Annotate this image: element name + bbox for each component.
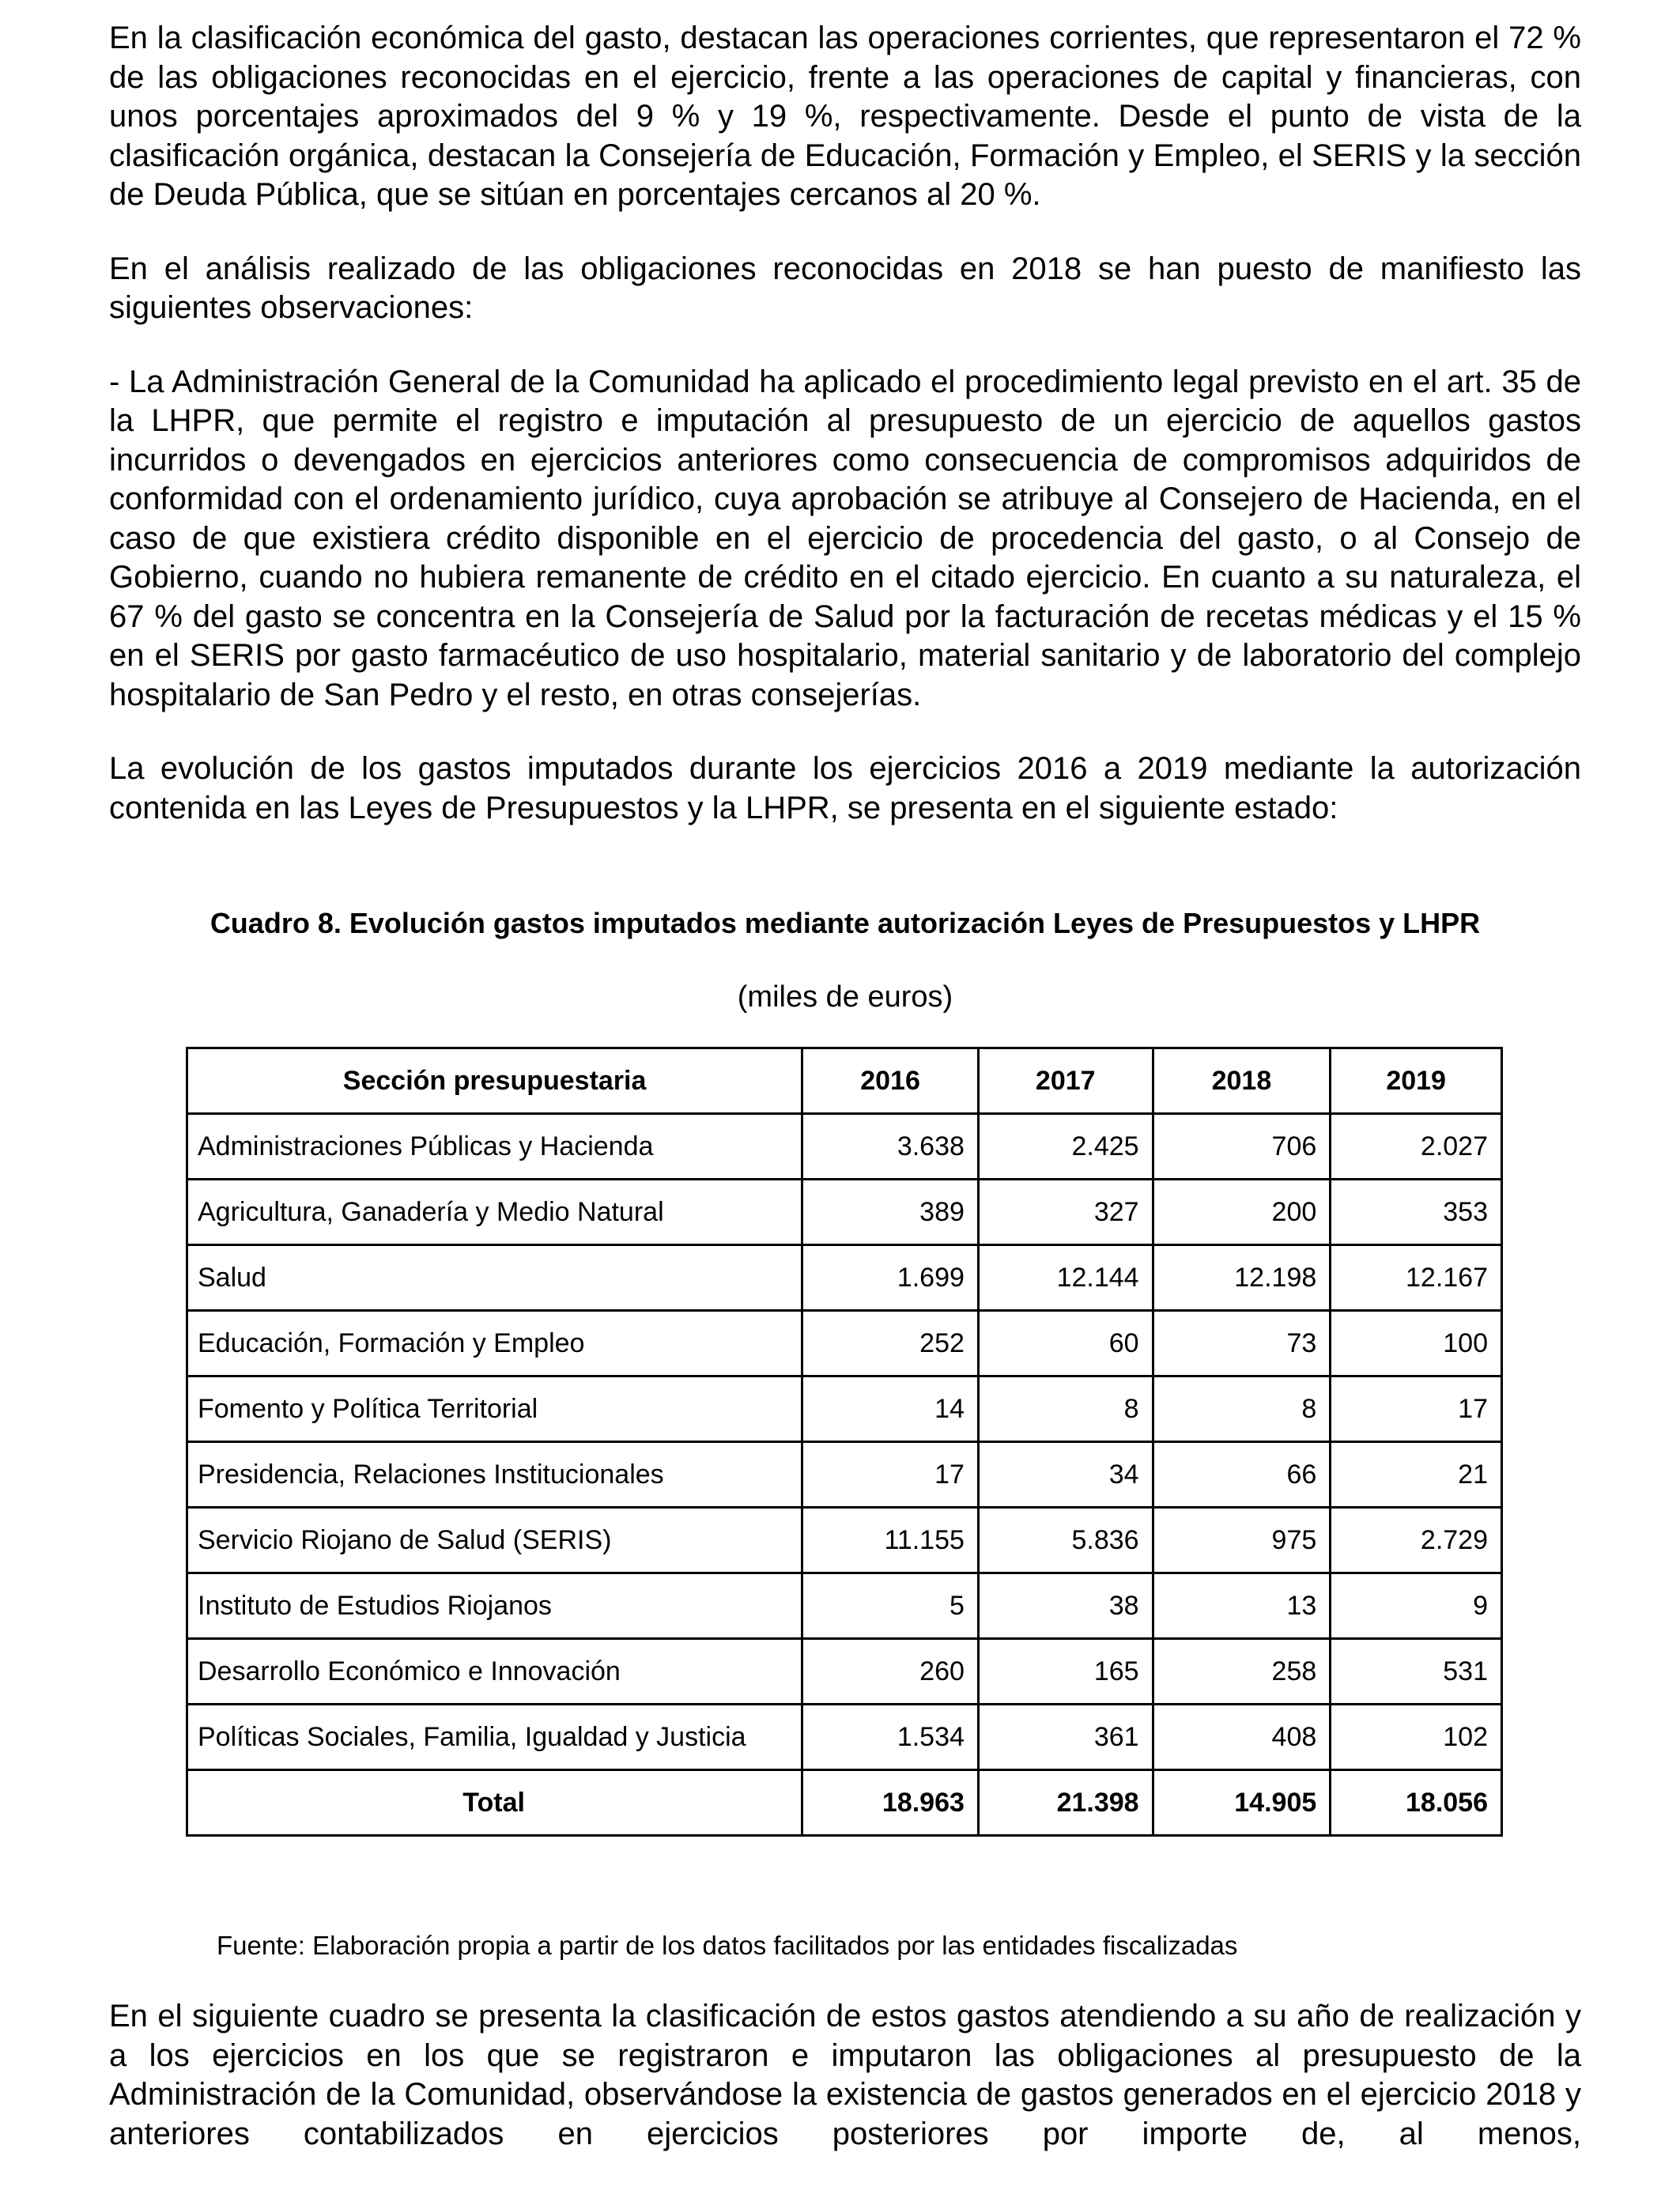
row-label: Agricultura, Ganadería y Medio Natural — [187, 1180, 802, 1245]
total-2017: 21.398 — [978, 1770, 1153, 1836]
cell-value: 1.699 — [802, 1245, 979, 1311]
cell-value: 389 — [802, 1180, 979, 1245]
total-2019: 18.056 — [1331, 1770, 1502, 1836]
cell-value: 12.198 — [1153, 1245, 1331, 1311]
cell-value: 1.534 — [802, 1705, 979, 1770]
cell-value: 200 — [1153, 1180, 1331, 1245]
row-label: Fomento y Política Territorial — [187, 1376, 802, 1442]
header-2019: 2019 — [1331, 1048, 1502, 1114]
cell-value: 2.425 — [978, 1114, 1153, 1180]
expenses-table — [186, 1047, 1503, 1837]
table-row — [187, 1639, 1502, 1705]
total-label: Total — [187, 1770, 802, 1836]
cell-value: 13 — [1153, 1573, 1331, 1639]
cell-value: 73 — [1153, 1311, 1331, 1376]
cell-value: 3.638 — [802, 1114, 979, 1180]
cell-value: 60 — [978, 1311, 1153, 1376]
cell-value: 531 — [1331, 1639, 1502, 1705]
cell-value: 100 — [1331, 1311, 1502, 1376]
cell-value: 361 — [978, 1705, 1153, 1770]
cell-value: 5 — [802, 1573, 979, 1639]
paragraph-classification-by-year: En el siguiente cuadro se presenta la clasificación de estos gastos atendiendo a su año de realización y a los ejercicios en los que se registraron e imputaron las obligaciones al presupuesto de la Administración de la Comunidad, observándose la existencia de gastos generados en el ejercicio 2018 y anteriores contabilizados en ejercicios posteriores por importe de, al menos, — [109, 1999, 1581, 2151]
cell-value: 11.155 — [802, 1508, 979, 1573]
table-row — [187, 1705, 1502, 1770]
cell-value: 327 — [978, 1180, 1153, 1245]
table-row — [187, 1442, 1502, 1508]
cell-value: 975 — [1153, 1508, 1331, 1573]
cell-value: 2.027 — [1331, 1114, 1502, 1180]
cell-value: 12.144 — [978, 1245, 1153, 1311]
cell-value: 66 — [1153, 1442, 1331, 1508]
paragraph-evolution-intro: La evolución de los gastos imputados durante los ejercicios 2016 a 2019 mediante la autorización contenida en las Leyes de Presupuestos y la LHPR, se presenta en el siguiente estado: — [109, 751, 1581, 825]
row-label: Educación, Formación y Empleo — [187, 1311, 802, 1376]
document-page — [109, 19, 1581, 2151]
cell-value: 353 — [1331, 1180, 1502, 1245]
paragraph-analysis-intro: En el análisis realizado de las obligaciones reconocidas en 2018 se han puesto de manifiesto las siguientes observaciones: — [109, 251, 1581, 325]
table-header-row — [187, 1048, 1502, 1114]
table-row — [187, 1311, 1502, 1376]
cell-value: 34 — [978, 1442, 1153, 1508]
row-label: Presidencia, Relaciones Institucionales — [187, 1442, 802, 1508]
table-row — [187, 1180, 1502, 1245]
header-section: Sección presupuestaria — [187, 1048, 802, 1114]
header-2017: 2017 — [978, 1048, 1153, 1114]
cell-value: 14 — [802, 1376, 979, 1442]
cell-value: 2.729 — [1331, 1508, 1502, 1573]
cell-value: 408 — [1153, 1705, 1331, 1770]
cell-value: 21 — [1331, 1442, 1502, 1508]
row-label: Instituto de Estudios Riojanos — [187, 1573, 802, 1639]
row-label: Políticas Sociales, Familia, Igualdad y Justicia — [187, 1705, 802, 1770]
paragraph-lhpr-procedure: - La Administración General de la Comunidad ha aplicado el procedimiento legal previsto en el art. 35 de la LHPR, que permite el registro e imputación al presupuesto de un ejercicio de aquellos gastos incurridos o devengados en ejercicios anteriores como consecuencia de compromisos adquiridos de conformidad con el ordenamiento jurídico, cuya aprobación se atribuye al Consejero de Hacienda, en el caso de que existiera crédito disponible en el ejercicio de procedencia del gasto, o al Consejo de Gobierno, cuando no hubiera remanente de crédito en el citado ejercicio. En cuanto a su naturaleza, el 67 % del gasto se concentra en la Consejería de Salud por la facturación de recetas médicas y el 15 % en el SERIS por gasto farmacéutico de uso hospitalario, material sanitario y de laboratorio del complejo hospitalario de San Pedro y el resto, en otras consejerías. — [109, 364, 1581, 712]
table-total-row — [187, 1770, 1502, 1836]
table-row — [187, 1114, 1502, 1180]
cell-value: 17 — [802, 1442, 979, 1508]
cell-value: 17 — [1331, 1376, 1502, 1442]
table-row — [187, 1508, 1502, 1573]
table-row — [187, 1245, 1502, 1311]
paragraph-economic-classification: En la clasificación económica del gasto, destacan las operaciones corrientes, que representaron el 72 % de las obligaciones reconocidas en el ejercicio, frente a las operaciones de capital y financieras, con unos porcentajes aproximados del 9 % y 19 %, respectivamente. Desde el punto de vista de la clasificación orgánica, destacan la Consejería de Educación, Formación y Empleo, el SERIS y la sección de Deuda Pública, que se sitúan en porcentajes cercanos al 20 %. — [109, 21, 1581, 212]
row-label: Servicio Riojano de Salud (SERIS) — [187, 1508, 802, 1573]
table-source-note: Fuente: Elaboración propia a partir de los datos facilitados por las entidades fiscalizadas — [217, 1931, 1238, 1960]
total-2016: 18.963 — [802, 1770, 979, 1836]
cell-value: 38 — [978, 1573, 1153, 1639]
cell-value: 706 — [1153, 1114, 1331, 1180]
row-label: Administraciones Públicas y Hacienda — [187, 1114, 802, 1180]
cell-value: 12.167 — [1331, 1245, 1502, 1311]
cell-value: 260 — [802, 1639, 979, 1705]
table-row — [187, 1376, 1502, 1442]
cell-value: 252 — [802, 1311, 979, 1376]
cell-value: 8 — [978, 1376, 1153, 1442]
header-2018: 2018 — [1153, 1048, 1331, 1114]
cell-value: 165 — [978, 1639, 1153, 1705]
table-row — [187, 1573, 1502, 1639]
cell-value: 258 — [1153, 1639, 1331, 1705]
cell-value: 9 — [1331, 1573, 1502, 1639]
header-2016: 2016 — [802, 1048, 979, 1114]
row-label: Desarrollo Económico e Innovación — [187, 1639, 802, 1705]
cell-value: 8 — [1153, 1376, 1331, 1442]
cell-value: 102 — [1331, 1705, 1502, 1770]
cell-value: 5.836 — [978, 1508, 1153, 1573]
row-label: Salud — [187, 1245, 802, 1311]
table-unit: (miles de euros) — [737, 980, 953, 1014]
table-title: Cuadro 8. Evolución gastos imputados mediante autorización Leyes de Presupuestos y LHPR — [210, 907, 1481, 939]
total-2018: 14.905 — [1153, 1770, 1331, 1836]
